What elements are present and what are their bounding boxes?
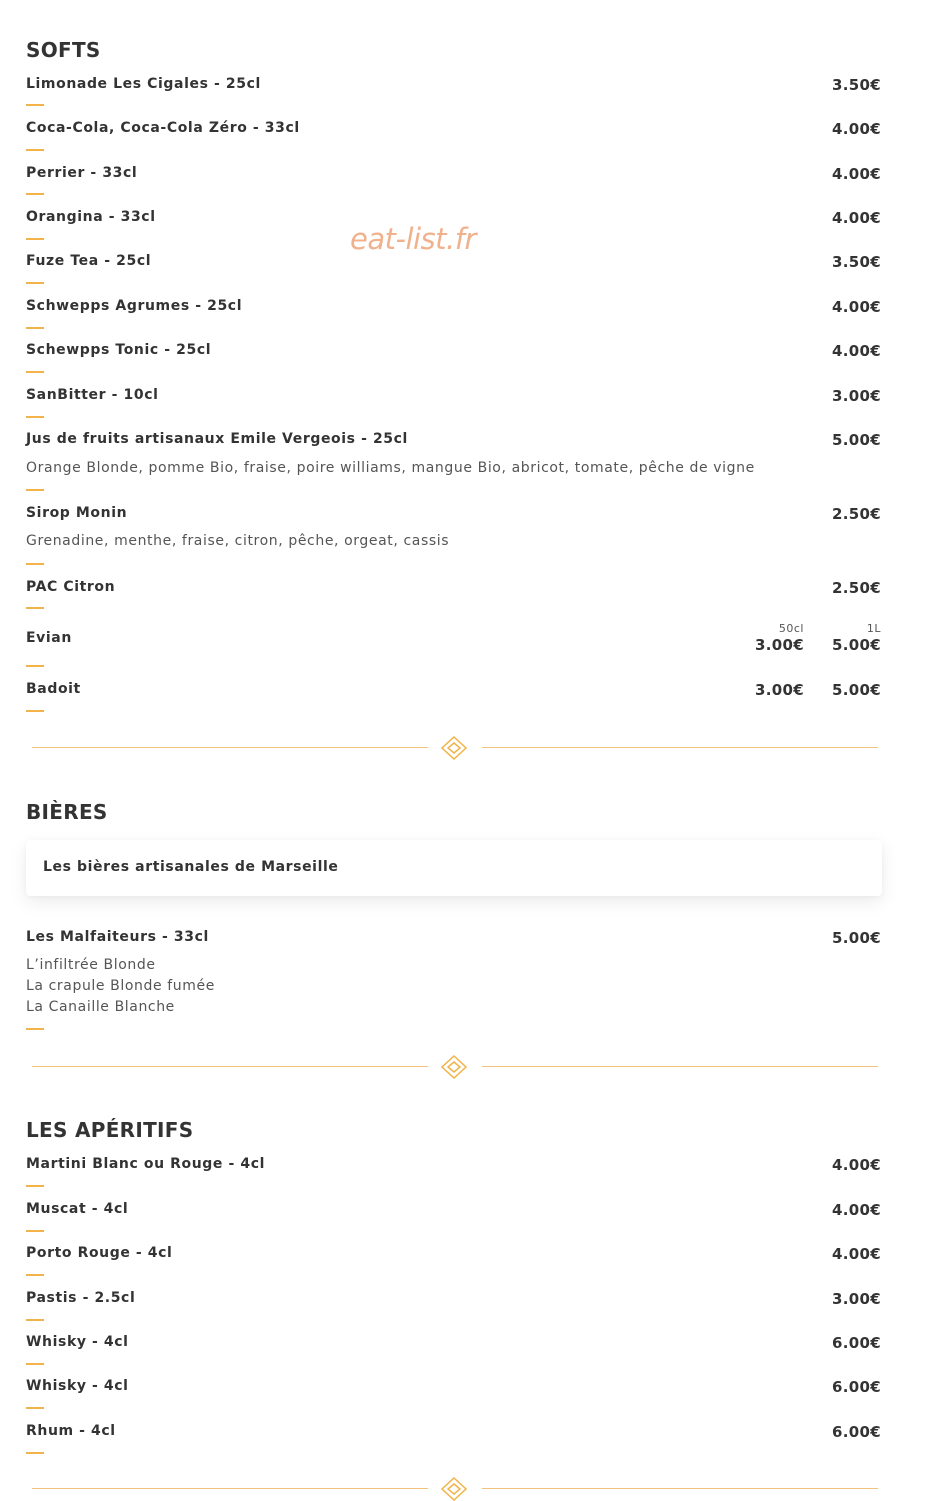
menu-item-price: 3.50€ — [832, 76, 881, 94]
menu-item-name: Evian — [26, 630, 72, 646]
menu-item-name: PAC Citron — [26, 579, 116, 595]
menu-item-name: Fuze Tea - 25cl — [26, 253, 152, 269]
menu-item-price: 3.00€ — [832, 387, 881, 405]
item-divider — [26, 1319, 44, 1321]
menu-item-price: 5.00€ — [832, 681, 881, 699]
menu-item-name: Whisky - 4cl — [26, 1334, 129, 1350]
section-title-softs: SOFTS — [26, 38, 101, 62]
info-card — [26, 840, 882, 896]
menu-item-price: 4.00€ — [832, 1201, 881, 1219]
menu-item-price: 3.00€ — [755, 636, 804, 654]
item-divider — [26, 416, 44, 418]
item-divider — [26, 665, 44, 667]
menu-item-price: 4.00€ — [832, 209, 881, 227]
menu-item-name: Rhum - 4cl — [26, 1423, 116, 1439]
menu-item-price: 4.00€ — [832, 298, 881, 316]
menu-item-name: Sirop Monin — [26, 505, 128, 521]
item-divider — [26, 282, 44, 284]
menu-item-price: 3.00€ — [832, 1290, 881, 1308]
menu-item-name: Martini Blanc ou Rouge - 4cl — [26, 1156, 266, 1172]
menu-item-price: 4.00€ — [832, 1245, 881, 1263]
section-separator — [32, 1479, 878, 1499]
menu-item-name: Schwepps Agrumes - 25cl — [26, 298, 243, 314]
section-separator — [32, 1057, 878, 1077]
menu-item-description: Orange Blonde, pomme Bio, fraise, poire williams, mangue Bio, abricot, tomate, pêche de vigne — [26, 460, 755, 476]
menu-item-name: Schewpps Tonic - 25cl — [26, 342, 212, 358]
section-title-aperitifs: LES APÉRITIFS — [26, 1118, 194, 1142]
menu-item-price: 4.00€ — [832, 165, 881, 183]
info-card-text: Les bières artisanales de Marseille — [43, 859, 339, 875]
menu-item-price: 5.00€ — [832, 636, 881, 654]
item-divider — [26, 238, 44, 240]
menu-item-name: Jus de fruits artisanaux Emile Vergeois - 25cl — [26, 431, 408, 447]
menu-item-description: La Canaille Blanche — [26, 999, 175, 1015]
menu-item-name: Porto Rouge - 4cl — [26, 1245, 173, 1261]
menu-item-price: 3.50€ — [832, 253, 881, 271]
size-label: 50cl — [778, 622, 804, 635]
menu-item-price: 2.50€ — [832, 579, 881, 597]
item-divider — [26, 1028, 44, 1030]
menu-item-name: Whisky - 4cl — [26, 1378, 129, 1394]
item-divider — [26, 1363, 44, 1365]
diamond-ornament-icon — [441, 1477, 467, 1501]
menu-item-price: 6.00€ — [832, 1334, 881, 1352]
menu-item-price: 4.00€ — [832, 120, 881, 138]
menu-item-name: Badoit — [26, 681, 81, 697]
section-separator — [32, 738, 878, 758]
menu-item-price: 5.00€ — [832, 431, 881, 449]
item-divider — [26, 371, 44, 373]
item-divider — [26, 1230, 44, 1232]
menu-item-price: 4.00€ — [832, 342, 881, 360]
menu-item-description: Grenadine, menthe, fraise, citron, pêche, orgeat, cassis — [26, 533, 450, 549]
menu-item-price: 5.00€ — [832, 929, 881, 947]
menu-item-name: Perrier - 33cl — [26, 165, 138, 181]
menu-item-name: Muscat - 4cl — [26, 1201, 129, 1217]
menu-item-description: La crapule Blonde fumée — [26, 978, 215, 994]
diamond-ornament-icon — [441, 1055, 467, 1079]
menu-item-name: Limonade Les Cigales - 25cl — [26, 76, 261, 92]
item-divider — [26, 1407, 44, 1409]
item-divider — [26, 563, 44, 565]
menu-item-name: Les Malfaiteurs - 33cl — [26, 929, 209, 945]
menu-item-price: 2.50€ — [832, 505, 881, 523]
item-divider — [26, 1185, 44, 1187]
item-divider — [26, 710, 44, 712]
watermark: eat-list.fr — [350, 222, 476, 256]
menu-item-name: Coca-Cola, Coca-Cola Zéro - 33cl — [26, 120, 300, 136]
item-divider — [26, 193, 44, 195]
menu-item-price: 6.00€ — [832, 1378, 881, 1396]
item-divider — [26, 327, 44, 329]
menu-item-name: Pastis - 2.5cl — [26, 1290, 136, 1306]
item-divider — [26, 104, 44, 106]
menu-item-name: SanBitter - 10cl — [26, 387, 159, 403]
menu-item-price: 6.00€ — [832, 1423, 881, 1441]
size-label: 1L — [866, 622, 881, 635]
menu-item-price: 3.00€ — [755, 681, 804, 699]
menu-item-price: 4.00€ — [832, 1156, 881, 1174]
item-divider — [26, 1452, 44, 1454]
item-divider — [26, 149, 44, 151]
item-divider — [26, 489, 44, 491]
menu-item-name: Orangina - 33cl — [26, 209, 156, 225]
item-divider — [26, 1274, 44, 1276]
menu-item-description: L’infiltrée Blonde — [26, 957, 156, 973]
section-title-bieres: BIÈRES — [26, 800, 108, 824]
item-divider — [26, 607, 44, 609]
diamond-ornament-icon — [441, 736, 467, 760]
